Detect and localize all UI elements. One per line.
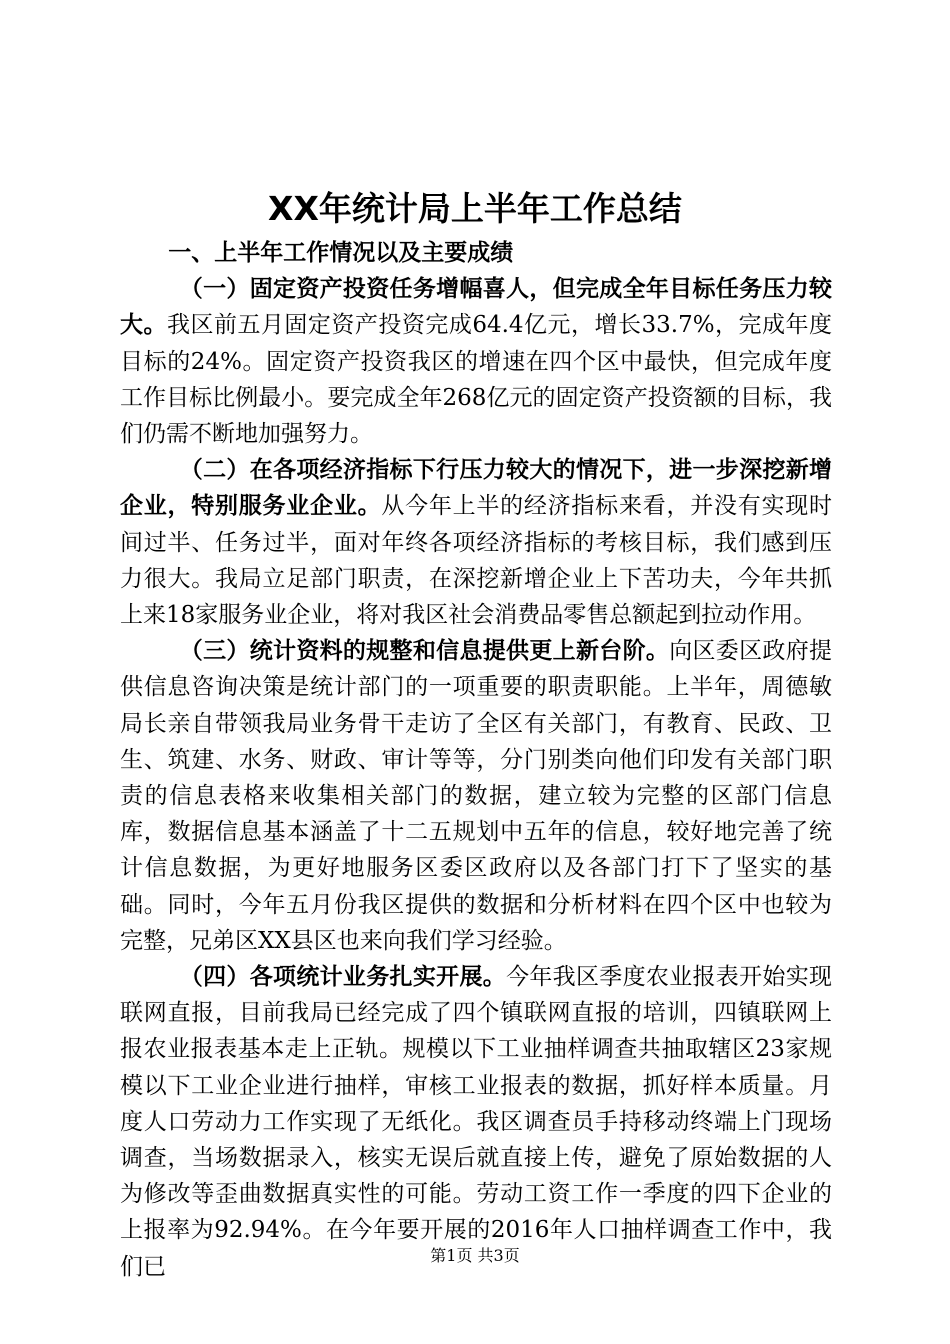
section-heading: 一、上半年工作情况以及主要成绩 bbox=[168, 240, 514, 266]
paragraph-text: 今年我区季度农业报表开始实现联网直报，目前我局已经完成了四个镇联网直报的培训，四镇联网上报农业报表基本走上正轨。规模以下工业抽样调查共抽取辖区23家规模以下工业企业进行抽样，审核工业报表的数据，抓好样本质量。月度人口劳动力工作实现了无纸化。我区调查员手持移动终端上门现场调查，当场数据录入，核实无误后就直接上传，避免了原始数据的人为修改等歪曲数据真实性的可能。劳动工资工作一季度的四下企业的上报率为92.94%。在今年要开展的2016年人口抽样调查工作中，我们已 bbox=[120, 964, 833, 1280]
paragraph-4 bbox=[120, 959, 832, 1285]
paragraph-lead: （三）统计资料的规整和信息提供更上新台阶。 bbox=[179, 638, 670, 665]
page-footer: 第1页 共3页 bbox=[430, 1246, 520, 1265]
paragraph-lead: （四）各项统计业务扎实开展。 bbox=[179, 964, 507, 991]
paragraph-lead: （二）在各项经济指标下行压力较大的情况下，进一步深挖新增企业，特别服务业企业。 bbox=[120, 457, 832, 520]
document-body bbox=[120, 235, 832, 1285]
paragraph-2 bbox=[120, 452, 832, 633]
paragraph-lead: （一）固定资产投资任务增幅喜人，但完成全年目标任务压力较大。 bbox=[120, 276, 832, 339]
paragraph-text: 向区委区政府提供信息咨询决策是统计部门的一项重要的职责职能。上半年，周德敏局长亲自带领我局业务骨干走访了全区有关部门，有教育、民政、卫生、筑建、水务、财政、审计等等，分门别类向他们印发有关部门职责的信息表格来收集相关部门的数据，建立较为完整的区部门信息库，数据信息基本涵盖了十二五规划中五年的信息，较好地完善了统计信息数据，为更好地服务区委区政府以及各部门打下了坚实的基础。同时，今年五月份我区提供的数据和分析材料在四个区中也较为完整，兄弟区XX县区也来向我们学习经验。 bbox=[120, 638, 833, 954]
paragraph-1 bbox=[120, 271, 832, 452]
paragraph-3 bbox=[120, 633, 832, 959]
paragraph-text: 从今年上半的经济指标来看，并没有实现时间过半、任务过半，面对年终各项经济指标的考核目标，我们感到压力很大。我局立足部门职责，在深挖新增企业上下苦功夫，今年共抓上来18家服务业企业，将对我区社会消费品零售总额起到拉动作用。 bbox=[120, 493, 833, 629]
document-title: XX年统计局上半年工作总结 bbox=[268, 189, 682, 228]
paragraph-text: 我区前五月固定资产投资完成64.4亿元，增长33.7%，完成年度目标的24%。固定资产投资我区的增速在四个区中最快，但完成年度工作目标比例最小。要完成全年268亿元的固定资产投资额的目标，我们仍需不断地加强努力。 bbox=[120, 312, 833, 448]
